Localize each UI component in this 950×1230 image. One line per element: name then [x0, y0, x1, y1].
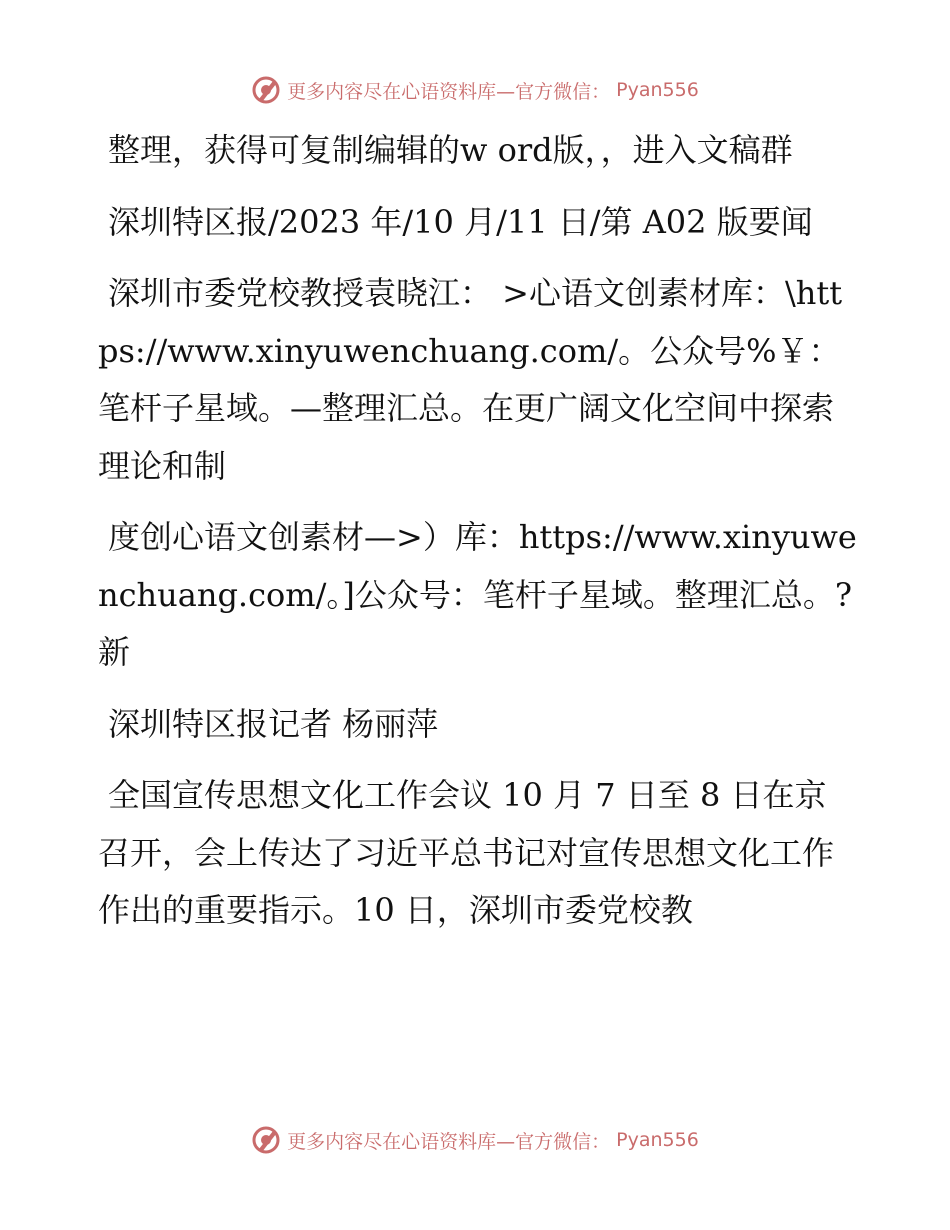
watermark-text: 更多内容尽在心语资料库—官方微信：	[287, 80, 611, 103]
paragraph-headline: 深圳市委党校教授袁晓江： >心语文创素材库：\https://www.xinyuwenchuang.com/。公众号%￥：笔杆子星域。—整理汇总。在更广阔文化空间中探索理论和制	[98, 274, 843, 485]
watermark-text: 更多内容尽在心语资料库—官方微信：	[287, 1130, 611, 1153]
header-watermark	[0, 70, 950, 110]
document-body	[98, 122, 858, 954]
pen-circle-icon	[251, 75, 281, 105]
paragraph-source: 深圳特区报/2023 年/10 月/11 日/第 A02 版要闻	[108, 202, 813, 241]
pen-circle-icon	[251, 1125, 281, 1155]
paragraph-body: 全国宣传思想文化工作会议 10 月 7 日至 8 日在京召开，会上传达了习近平总书记对宣传思想文化工作作出的重要指示。10 日，深圳市委党校教	[98, 776, 835, 929]
paragraph-byline: 深圳特区报记者 杨丽萍	[108, 704, 439, 743]
watermark-credential: Pyan556	[616, 79, 699, 101]
paragraph-intro: 整理，获得可复制编辑的w ord版，，进入文稿群	[108, 131, 793, 169]
footer-watermark	[0, 1120, 950, 1160]
watermark-credential: Pyan556	[616, 1129, 699, 1151]
paragraph-headline-cont: 度创心语文创素材—>）库：https://www.xinyuwenchuang.com/。]公众号：笔杆子星域。整理汇总。?新	[98, 518, 857, 671]
